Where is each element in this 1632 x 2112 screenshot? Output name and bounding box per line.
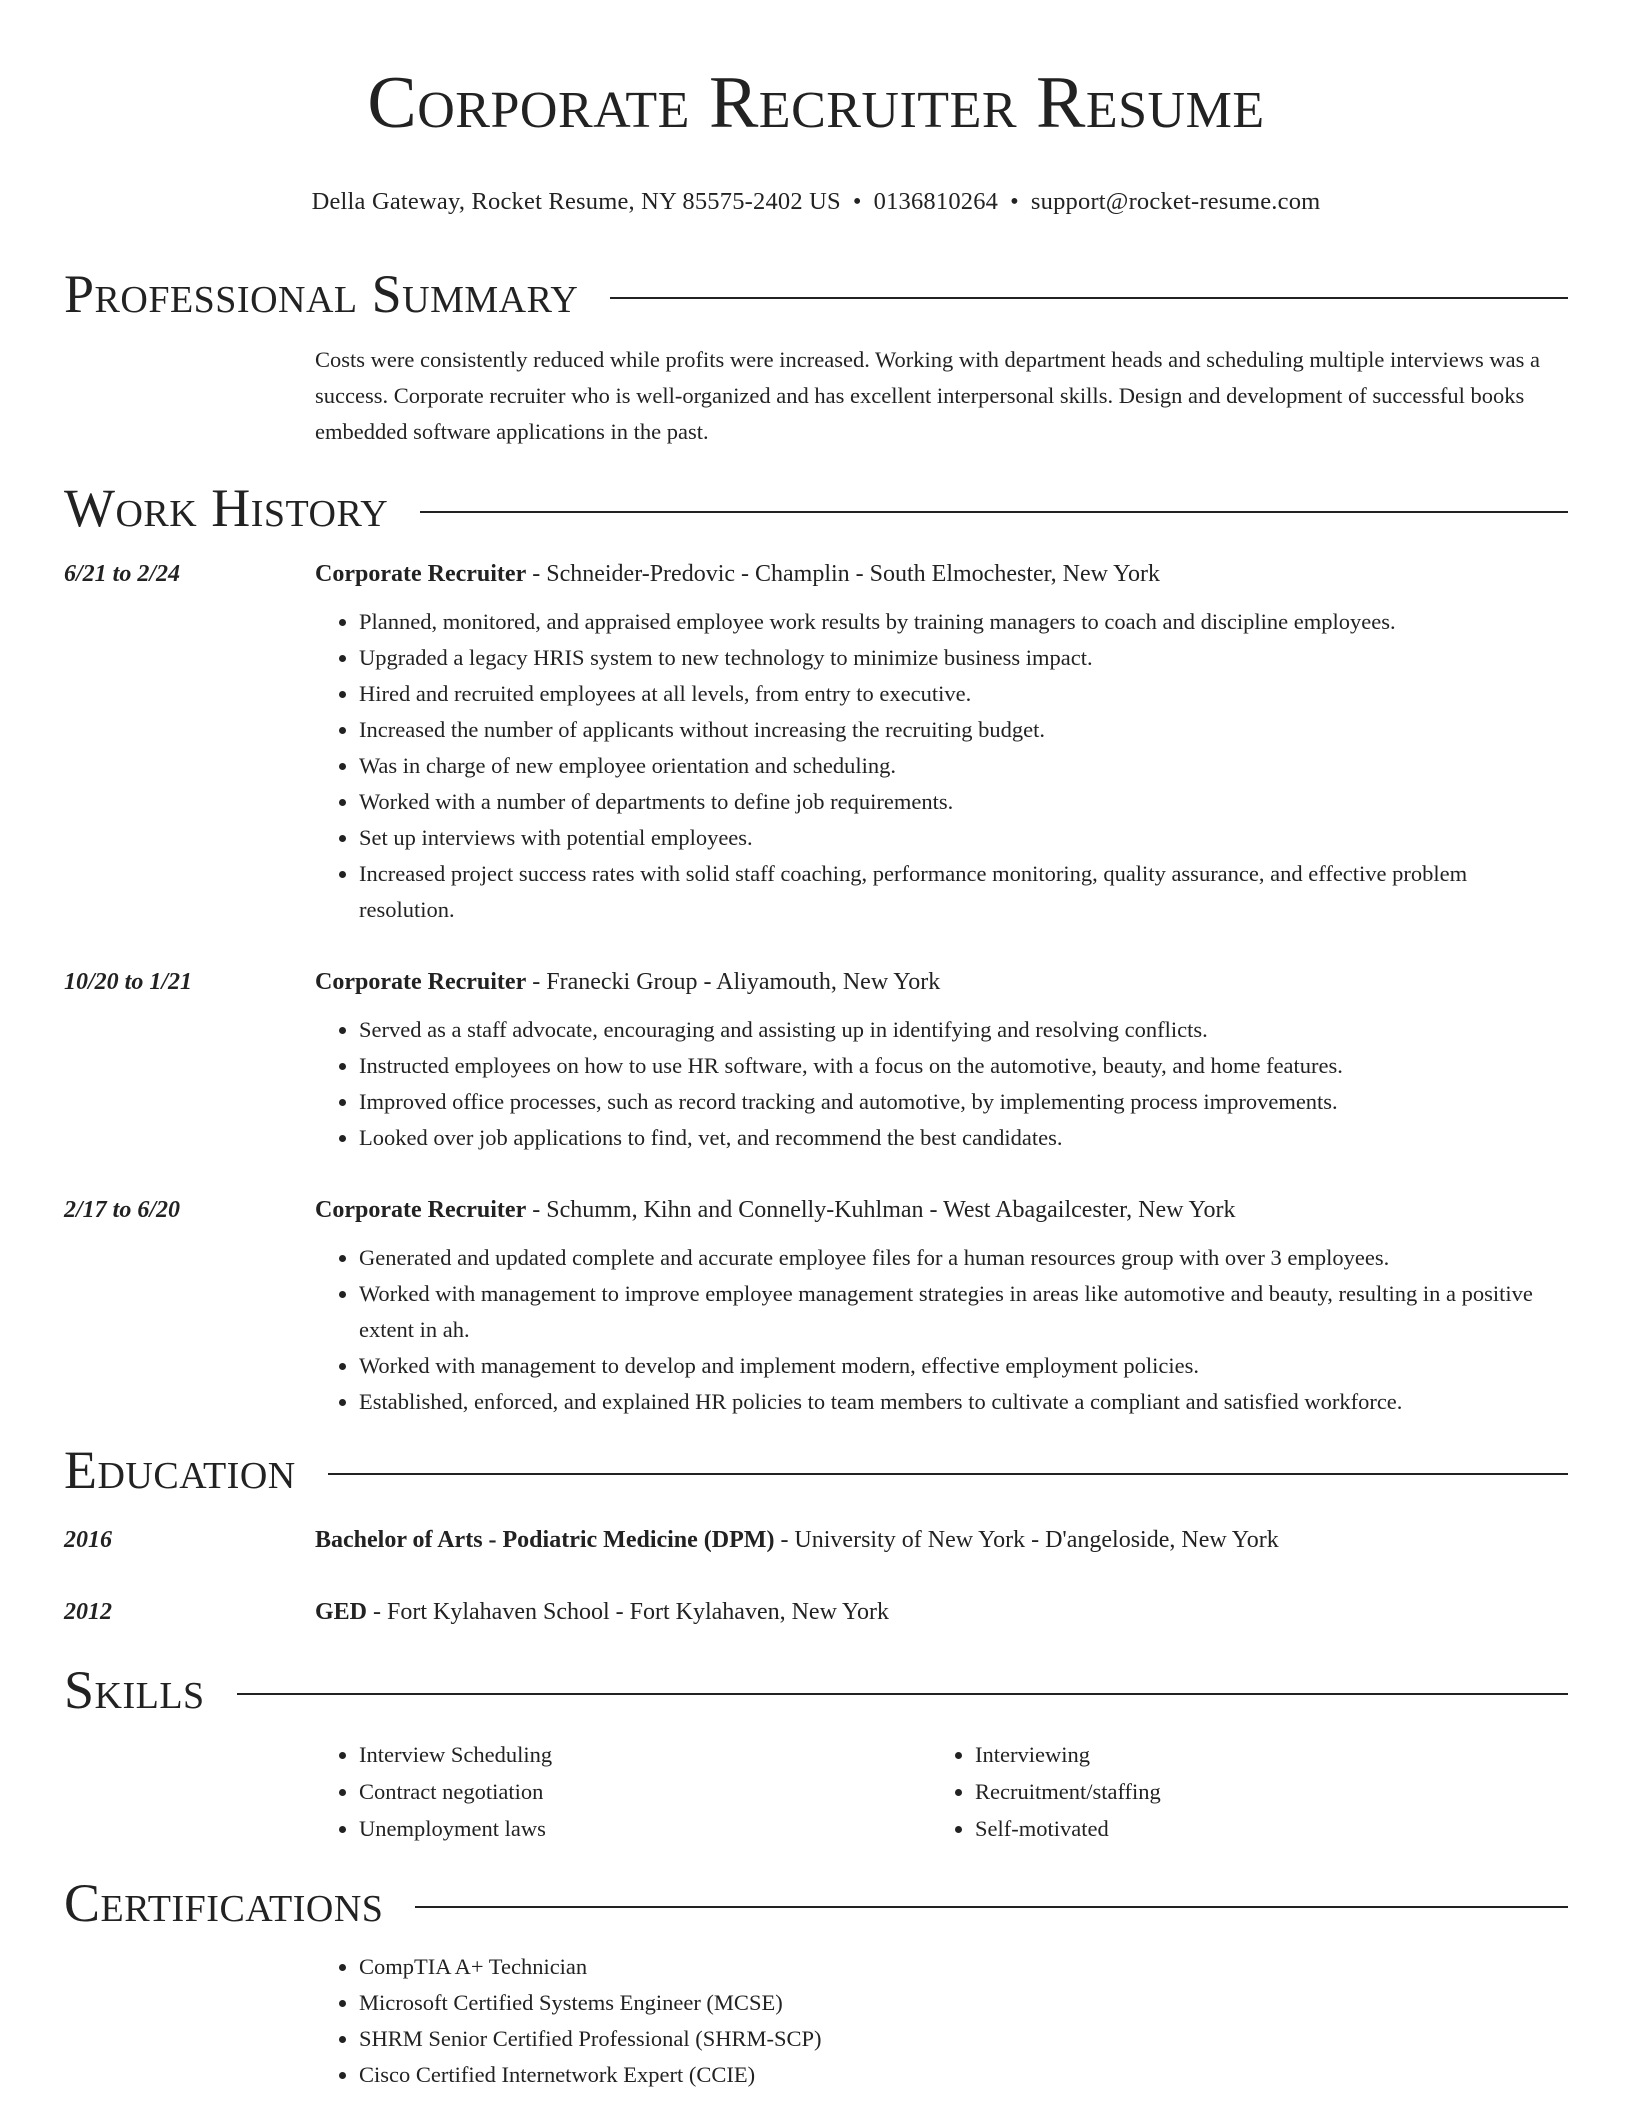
job-details: - Franecki Group - Aliyamouth, New York: [526, 969, 941, 995]
skill-item: • Self-motivated: [975, 1810, 1161, 1847]
education-year: 2016: [64, 1527, 112, 1553]
skill-item: • Unemployment laws: [359, 1810, 931, 1847]
contact-line: [64, 188, 1568, 216]
section-rule: [610, 297, 1568, 299]
education-entry: [64, 1522, 1568, 1558]
section-heading-skills: Skills: [64, 1660, 205, 1720]
page-title: Corporate Recruiter Resume: [367, 62, 1265, 144]
job-bullets: [315, 1240, 1568, 1420]
job-bullet: • Instructed employees on how to use HR software, with a focus on the automotive, beauty, and home features.: [359, 1048, 1568, 1084]
contact-phone: 0136810264: [873, 188, 999, 215]
job-entry: [64, 556, 1568, 928]
skill-item: • Contract negotiation: [359, 1773, 931, 1810]
section-rule: [237, 1693, 1568, 1695]
job-bullet: • Improved office processes, such as record tracking and automotive, by implementing process improvements.: [359, 1084, 1568, 1120]
section-rule: [420, 511, 1568, 513]
job-bullet: • Worked with a number of departments to define job requirements.: [359, 784, 1568, 820]
contact-separator: •: [1010, 188, 1019, 215]
education-details: - Fort Kylahaven School - Fort Kylahaven, New York: [367, 1599, 889, 1625]
job-entry: [64, 1192, 1568, 1420]
job-bullet: • Hired and recruited employees at all levels, from entry to executive.: [359, 676, 1568, 712]
job-title: Corporate Recruiter: [315, 561, 527, 587]
certification-item: • Microsoft Certified Systems Engineer (MCSE): [359, 1985, 1568, 2021]
certifications-list: [315, 1949, 1568, 2093]
education-entry: [64, 1594, 1568, 1630]
job-dates: 6/21 to 2/24: [64, 561, 181, 587]
education-degree: GED: [315, 1599, 368, 1625]
education-details: - University of New York - D'angeloside, New York: [774, 1527, 1279, 1553]
job-bullet: • Generated and updated complete and accurate employee files for a human resources group with over 3 employees.: [359, 1240, 1568, 1276]
section-heading-summary: Professional Summary: [64, 264, 579, 324]
job-bullet: • Established, enforced, and explained HR policies to team members to cultivate a compliant and satisfied workforce.: [359, 1384, 1568, 1420]
skills-list: [315, 1736, 1568, 1847]
skill-item: • Recruitment/staffing: [975, 1773, 1161, 1810]
work-section-header: [64, 478, 1568, 538]
job-details: - Schneider-Predovic - Champlin - South Elmochester, New York: [526, 561, 1161, 587]
job-bullets: [315, 604, 1568, 928]
skills-section-header: [64, 1660, 1568, 1720]
job-bullet: • Increased project success rates with solid staff coaching, performance monitoring, quality assurance, and effective problem resolution.: [359, 856, 1568, 928]
section-heading-certifications: Certifications: [64, 1873, 384, 1933]
job-bullet: • Upgraded a legacy HRIS system to new technology to minimize business impact.: [359, 640, 1568, 676]
education-degree: Bachelor of Arts - Podiatric Medicine (DPM): [315, 1527, 775, 1553]
job-bullet: • Served as a staff advocate, encouraging and assisting up in identifying and resolving conflicts.: [359, 1012, 1568, 1048]
summary-text: Costs were consistently reduced while profits were increased. Working with department heads and scheduling multiple interviews was a success. Corporate recruiter who is well-organized and has excellent interpersonal skills. Design and development of successful books embedded software applications in the past.: [315, 347, 1540, 444]
job-bullet: • Planned, monitored, and appraised employee work results by training managers to coach and discipline employees.: [359, 604, 1568, 640]
education-year: 2012: [64, 1599, 112, 1625]
section-rule: [415, 1906, 1568, 1908]
certification-item: • Cisco Certified Internetwork Expert (CCIE): [359, 2057, 1568, 2093]
skills-column-left: [315, 1736, 931, 1847]
section-heading-work: Work History: [64, 478, 389, 538]
job-dates: 10/20 to 1/21: [64, 969, 193, 995]
skill-item: • Interviewing: [975, 1736, 1161, 1773]
skill-item: • Interview Scheduling: [359, 1736, 931, 1773]
job-bullets: [315, 1012, 1568, 1156]
skills-column-right: [931, 1736, 1161, 1847]
education-section-header: [64, 1440, 1568, 1500]
section-rule: [328, 1473, 1568, 1475]
job-bullet: • Set up interviews with potential employees.: [359, 820, 1568, 856]
job-details: - Schumm, Kihn and Connelly-Kuhlman - West Abagailcester, New York: [526, 1197, 1236, 1223]
job-bullet: • Worked with management to develop and implement modern, effective employment policies.: [359, 1348, 1568, 1384]
certifications-section-header: [64, 1873, 1568, 1933]
contact-email[interactable]: support@rocket-resume.com: [1030, 188, 1321, 215]
job-bullet: • Looked over job applications to find, vet, and recommend the best candidates.: [359, 1120, 1568, 1156]
summary-section-header: [64, 264, 1568, 324]
certification-item: • CompTIA A+ Technician: [359, 1949, 1568, 1985]
job-dates: 2/17 to 6/20: [64, 1197, 181, 1223]
certification-item: • SHRM Senior Certified Professional (SHRM-SCP): [359, 2021, 1568, 2057]
job-title: Corporate Recruiter: [315, 969, 527, 995]
job-bullet: • Worked with management to improve employee management strategies in areas like automotive and beauty, resulting in a positive extent in ah.: [359, 1276, 1568, 1348]
section-heading-education: Education: [64, 1440, 296, 1500]
job-entry: [64, 964, 1568, 1156]
contact-separator: •: [852, 188, 862, 215]
job-bullet: • Increased the number of applicants without increasing the recruiting budget.: [359, 712, 1568, 748]
job-title: Corporate Recruiter: [315, 1197, 527, 1223]
job-bullet: • Was in charge of new employee orientation and scheduling.: [359, 748, 1568, 784]
contact-address: Della Gateway, Rocket Resume, NY 85575-2402 US: [311, 188, 841, 215]
